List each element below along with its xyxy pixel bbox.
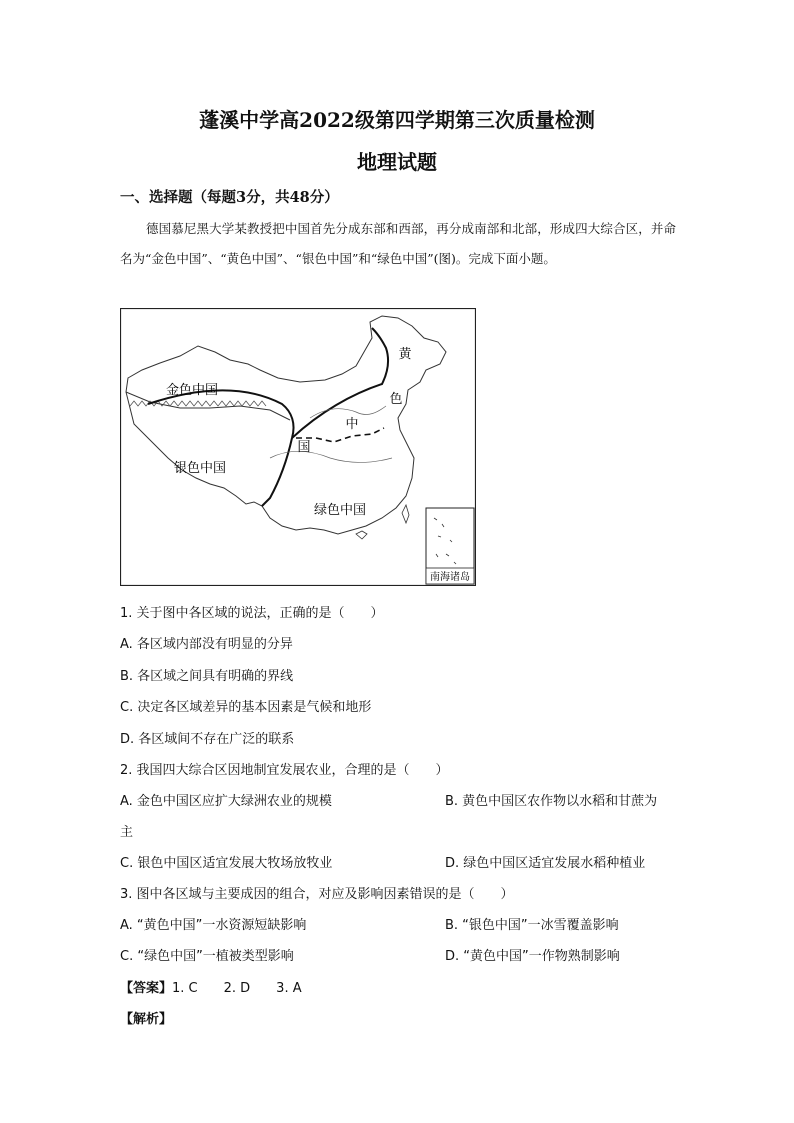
q3-option-c: C. “绿色中国”一植被类型影响 <box>120 949 294 964</box>
q1-option-b: B. 各区域之间具有明确的界线 <box>120 669 294 684</box>
china-region-map <box>120 308 476 586</box>
q2-option-c: C. 银色中国区适宜发展大牧场放牧业 <box>120 856 333 871</box>
label-green-china: 绿色中国 <box>313 503 367 518</box>
q2-option-d: D. 绿色中国区适宜发展水稻种植业 <box>445 856 646 871</box>
q2-option-a: A. 金色中国区应扩大绿洲农业的规模 <box>120 794 332 809</box>
label-yellow-char-4: 国 <box>297 440 311 455</box>
q2-option-b: B. 黄色中国区农作物以水稻和甘蔗为 <box>445 794 658 809</box>
q3-option-b: B. “银色中国”一冰雪覆盖影响 <box>445 918 619 933</box>
question-2-stem: 2. 我国四大综合区因地制宜发展农业，合理的是（ ） <box>120 763 449 778</box>
q1-option-c: C. 决定各区域差异的基本因素是气候和地形 <box>120 700 372 715</box>
q3-option-a: A. “黄色中国”一水资源短缺影响 <box>120 918 307 933</box>
inset-label: 南海诸岛 <box>430 572 470 583</box>
label-silver-china: 银色中国 <box>173 461 227 476</box>
q1-option-a: A. 各区域内部没有明显的分异 <box>120 637 293 652</box>
label-gold-china: 金色中国 <box>165 383 219 398</box>
question-3-stem: 3. 图中各区域与主要成因的组合，对应及影响因素错误的是（ ） <box>120 887 514 902</box>
intro-paragraph: 德国慕尼黑大学某教授把中国首先分成东部和西部，再分成南部和北部，形成四大综合区，并命名为“金色中国”、“黄色中国”、“银色中国”和“绿色中国”(图)。完成下面小题。 <box>120 221 676 266</box>
answer-line <box>120 977 302 996</box>
question-1-stem: 1. 关于图中各区域的说法，正确的是（ ） <box>120 606 384 621</box>
section-heading: 一、选择题（每题3分，共48分） <box>120 189 339 206</box>
q1-option-d: D. 各区域间不存在广泛的联系 <box>120 732 295 747</box>
exam-title: 蓬溪中学高2022级第四学期第三次质量检测 <box>199 108 595 132</box>
analysis-tag: 【解析】 <box>120 1012 173 1027</box>
label-yellow-char-3: 中 <box>345 417 359 432</box>
answer-tag: 【答案】 <box>120 981 173 996</box>
q2-option-b-continued: 主 <box>120 825 134 840</box>
label-yellow-char-2: 色 <box>389 392 403 407</box>
exam-subtitle: 地理试题 <box>357 150 437 174</box>
label-yellow-char-1: 黄 <box>398 347 412 362</box>
q3-option-d: D. “黄色中国”一作物熟制影响 <box>445 949 620 964</box>
answer-text: 1. C 2. D 3. A <box>172 981 302 996</box>
